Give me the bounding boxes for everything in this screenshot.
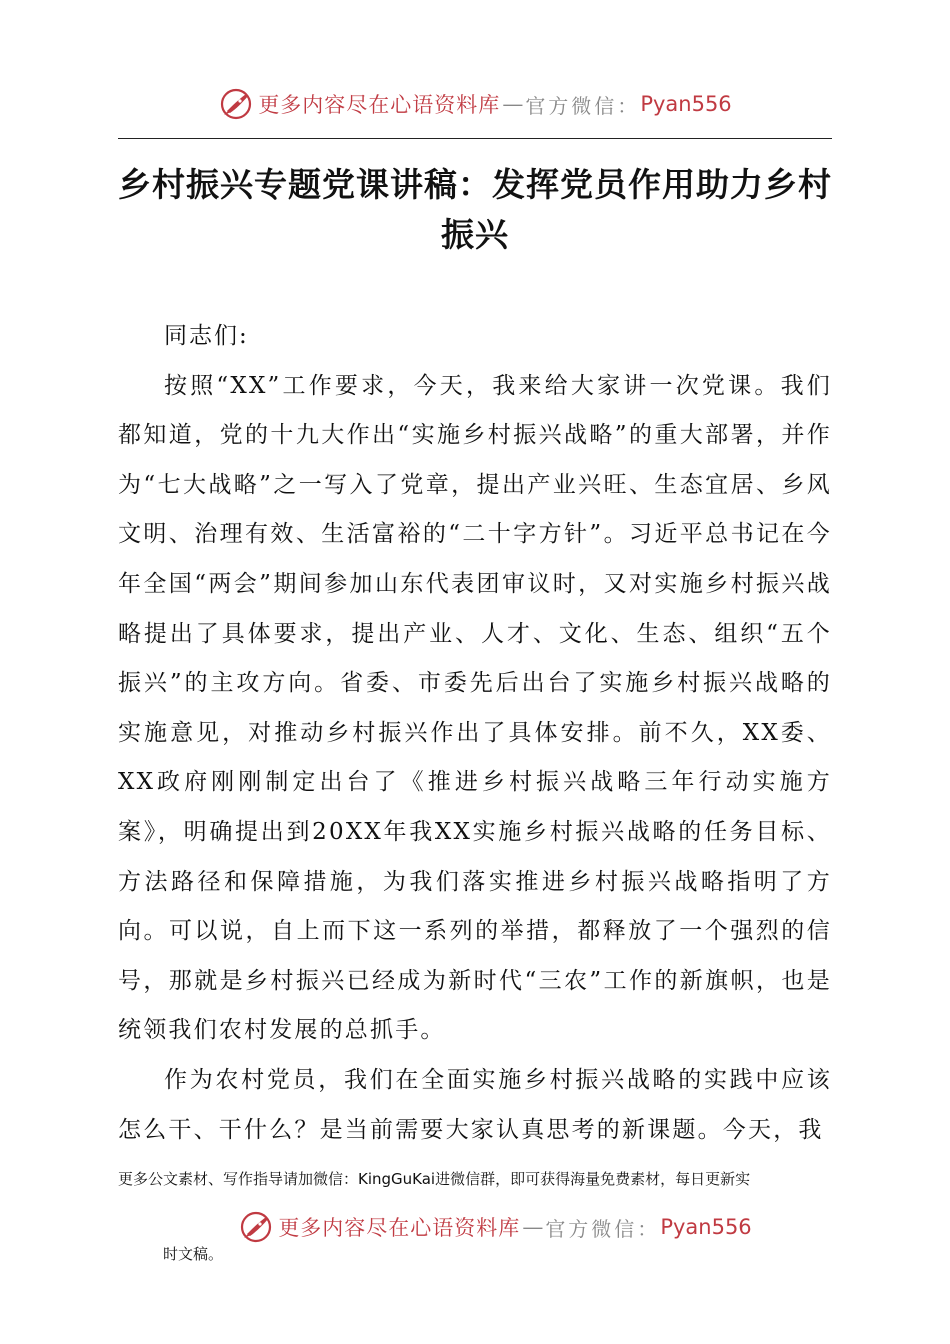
footer-banner-content: [238, 1209, 751, 1245]
banner-wechat-id: Pyan556: [640, 92, 732, 116]
body-paragraph: 按照“XX”工作要求，今天，我来给大家讲一次党课。我们都知道，党的十九大作出“实施乡村振兴战略”的重大部署，并作为“七大战略”之一写入了党章，提出产业兴旺、生态宜居、乡风文明、治理有效、生活富裕的“二十字方针”。习近平总书记在今年全国“两会”期间参加山东代表团审议时，又对实施乡村振兴战略提出了具体要求，提出产业、人才、文化、生态、组织“五个振兴”的主攻方向。省委、市委先后出台了实施乡村振兴战略的实施意见，对推动乡村振兴作出了具体安排。前不久，XX委、XX政府刚刚制定出台了《推进乡村振兴战略三年行动实施方案》，明确提出到20XX年我XX实施乡村振兴战略的任务目标、方法路径和保障措施，为我们落实推进乡村振兴战略指明了方向。可以说，自上而下这一系列的举措，都释放了一个强烈的信号，那就是乡村振兴已经成为新时代“三农”工作的新旗帜，也是统领我们农村发展的总抓手。: [118, 372, 832, 1044]
footer-banner: [0, 1205, 950, 1249]
header-banner: [0, 82, 950, 126]
document-title: 乡村振兴专题党课讲稿：发挥党员作用助力乡村振兴: [118, 165, 832, 254]
banner-separator: —: [522, 1215, 544, 1239]
banner-wechat-id: Pyan556: [660, 1215, 752, 1239]
greeting: 同志们:: [164, 323, 249, 349]
pen-nib-logo-icon: [218, 86, 254, 122]
banner-wechat-label: 官方微信：: [525, 93, 641, 118]
header-divider: [118, 138, 832, 139]
banner-text: 更多内容尽在心语资料库: [258, 93, 501, 117]
banner-wechat-label: 官方微信：: [545, 1216, 661, 1241]
banner-separator: —: [502, 92, 524, 116]
document-body: [118, 312, 832, 1155]
pen-nib-logo-icon: [238, 1209, 274, 1245]
footer-tail: 时文稿。: [163, 1245, 224, 1263]
body-paragraph: 作为农村党员，我们在全面实施乡村振兴战略的实践中应该怎么干、干什么？是当前需要大家认真思考的新课题。今天，我: [118, 1066, 832, 1143]
footer-note: 更多公文素材、写作指导请加微信：KingGuKai进微信群，即可获得海量免费素材，每日更新实: [118, 1170, 751, 1188]
banner-text: 更多内容尽在心语资料库: [278, 1216, 521, 1240]
header-banner-content: [218, 86, 731, 122]
